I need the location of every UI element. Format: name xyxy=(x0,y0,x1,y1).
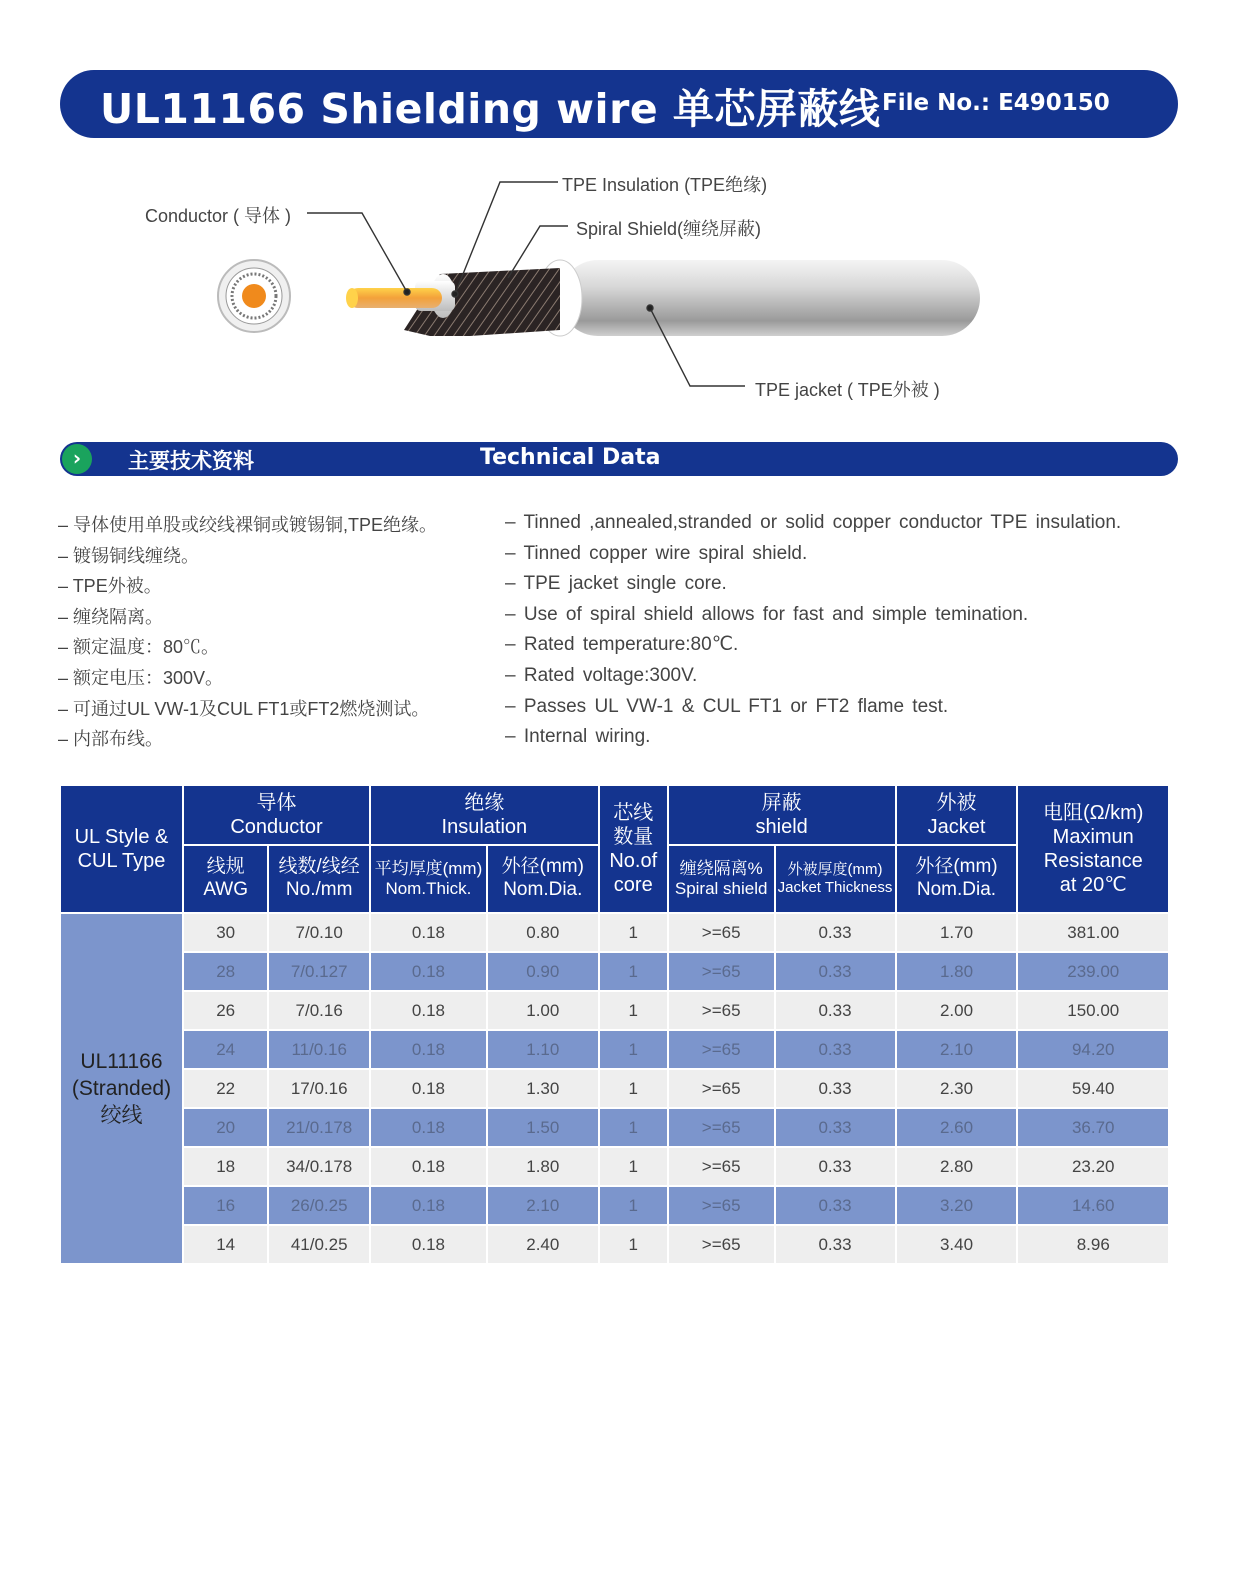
list-item: – TPE外被。 xyxy=(58,571,498,602)
list-item: – 内部布线。 xyxy=(58,724,498,755)
cell: 1 xyxy=(599,1186,668,1225)
header-strand: 线数/线经 No./mm xyxy=(268,845,370,913)
header-thick: 平均厚度(mm) Nom.Thick. xyxy=(370,845,487,913)
table-row xyxy=(60,991,1169,1030)
cell: 1 xyxy=(599,913,668,952)
cell: >=65 xyxy=(668,1225,775,1264)
cell: 1.50 xyxy=(487,1108,599,1147)
cell: 94.20 xyxy=(1017,1030,1169,1069)
list-item: – 缠绕隔离。 xyxy=(58,602,498,633)
table-row xyxy=(60,1147,1169,1186)
shield-label: Spiral Shield(缠绕屏蔽) xyxy=(576,219,762,239)
cell: 1 xyxy=(599,952,668,991)
cell: 0.18 xyxy=(370,1186,487,1225)
cell: 26/0.25 xyxy=(268,1186,370,1225)
header-style: UL Style & CUL Type xyxy=(60,785,183,913)
cell: 0.33 xyxy=(775,913,896,952)
header-spiral: 缠绕隔离% Spiral shield xyxy=(668,845,775,913)
page-title: UL11166 Shielding wire 单芯屏蔽线 xyxy=(100,85,881,133)
cell: 3.40 xyxy=(896,1225,1018,1264)
cell: 1 xyxy=(599,1225,668,1264)
cell: 2.10 xyxy=(487,1186,599,1225)
cell: 21/0.178 xyxy=(268,1108,370,1147)
cable-diagram xyxy=(0,160,1244,420)
cell: 0.18 xyxy=(370,913,487,952)
section-title-en: Technical Data xyxy=(480,445,661,470)
style-cell: UL11166 (Stranded) 绞线 xyxy=(60,913,183,1264)
list-item: – TPE jacket single core. xyxy=(505,569,1205,600)
cell: >=65 xyxy=(668,1108,775,1147)
tpe-jacket-icon xyxy=(538,260,980,336)
cell: 0.18 xyxy=(370,1108,487,1147)
cell: 7/0.16 xyxy=(268,991,370,1030)
cable-illustration xyxy=(0,160,1244,420)
file-number: File No.: E490150 xyxy=(882,90,1110,116)
cell: 59.40 xyxy=(1017,1069,1169,1108)
section-header xyxy=(60,442,1178,476)
list-item: – 可通过UL VW-1及CUL FT1或FT2燃烧测试。 xyxy=(58,694,498,725)
cell: 0.18 xyxy=(370,991,487,1030)
cell: 0.33 xyxy=(775,991,896,1030)
list-item: – Passes UL VW-1 & CUL FT1 or FT2 flame test. xyxy=(505,692,1205,723)
cell: 0.33 xyxy=(775,1030,896,1069)
cell: 1.70 xyxy=(896,913,1018,952)
cell: 2.40 xyxy=(487,1225,599,1264)
cell: 0.18 xyxy=(370,1030,487,1069)
cell: 1.30 xyxy=(487,1069,599,1108)
cell: 0.18 xyxy=(370,952,487,991)
list-item: – Tinned ,annealed,stranded or solid copper conductor TPE insulation. xyxy=(505,508,1205,539)
title-bar xyxy=(60,70,1178,138)
cell: 18 xyxy=(183,1147,268,1186)
cell: 1.10 xyxy=(487,1030,599,1069)
cell: 1 xyxy=(599,991,668,1030)
cell: 16 xyxy=(183,1186,268,1225)
header-insulation: 绝缘 Insulation xyxy=(370,785,599,845)
cell: 0.33 xyxy=(775,952,896,991)
header-core: 芯线 数量 No.of core xyxy=(599,785,668,913)
list-item: – 额定温度：80℃。 xyxy=(58,632,498,663)
cell: 2.00 xyxy=(896,991,1018,1030)
header-shield: 屏蔽 shield xyxy=(668,785,896,845)
cell: 0.33 xyxy=(775,1225,896,1264)
cell: 0.90 xyxy=(487,952,599,991)
table-row xyxy=(60,913,1169,952)
list-item: – Internal wiring. xyxy=(505,722,1205,753)
cell: >=65 xyxy=(668,991,775,1030)
conductor-label: Conductor ( 导体 ) xyxy=(145,206,292,226)
header-ins-dia: 外径(mm) Nom.Dia. xyxy=(487,845,599,913)
list-item: – Tinned copper wire spiral shield. xyxy=(505,539,1205,570)
header-jacket: 外被 Jacket xyxy=(896,785,1018,845)
cell: 1 xyxy=(599,1030,668,1069)
cell: 0.33 xyxy=(775,1147,896,1186)
cell: >=65 xyxy=(668,913,775,952)
cell: 20 xyxy=(183,1108,268,1147)
cell: 1.00 xyxy=(487,991,599,1030)
list-item: – 镀锡铜线缠绕。 xyxy=(58,541,498,572)
cell: 239.00 xyxy=(1017,952,1169,991)
cell: 0.18 xyxy=(370,1147,487,1186)
cell: 0.18 xyxy=(370,1225,487,1264)
list-item: – Use of spiral shield allows for fast and simple temination. xyxy=(505,600,1205,631)
cell: 8.96 xyxy=(1017,1225,1169,1264)
cell: 7/0.10 xyxy=(268,913,370,952)
cell: 0.33 xyxy=(775,1069,896,1108)
cell: 28 xyxy=(183,952,268,991)
cell: >=65 xyxy=(668,1147,775,1186)
cell: 2.60 xyxy=(896,1108,1018,1147)
cell: 11/0.16 xyxy=(268,1030,370,1069)
spec-table-body xyxy=(60,913,1169,1264)
cell: 0.33 xyxy=(775,1108,896,1147)
notes-en-list xyxy=(505,508,1205,753)
cell: 381.00 xyxy=(1017,913,1169,952)
table-row xyxy=(60,1225,1169,1264)
cell: 2.80 xyxy=(896,1147,1018,1186)
cell: >=65 xyxy=(668,1030,775,1069)
cross-section-icon xyxy=(218,260,290,332)
table-row xyxy=(60,952,1169,991)
cell: 0.80 xyxy=(487,913,599,952)
cell: 0.33 xyxy=(775,1186,896,1225)
cell: >=65 xyxy=(668,1186,775,1225)
table-row xyxy=(60,1108,1169,1147)
table-row xyxy=(60,1069,1169,1108)
cell: 23.20 xyxy=(1017,1147,1169,1186)
header-jacket-dia: 外径(mm) Nom.Dia. xyxy=(896,845,1018,913)
table-row xyxy=(60,1030,1169,1069)
notes-cn-list xyxy=(58,510,498,755)
table-row xyxy=(60,1186,1169,1225)
cell: 2.10 xyxy=(896,1030,1018,1069)
list-item: – Rated temperature:80℃. xyxy=(505,630,1205,661)
cell: >=65 xyxy=(668,952,775,991)
chevron-right-icon: › xyxy=(62,444,92,474)
cell: 14 xyxy=(183,1225,268,1264)
cell: 30 xyxy=(183,913,268,952)
cell: 2.30 xyxy=(896,1069,1018,1108)
cell: 1 xyxy=(599,1108,668,1147)
list-item: – Rated voltage:300V. xyxy=(505,661,1205,692)
section-title-cn: 主要技术资料 xyxy=(128,449,254,473)
cell: 34/0.178 xyxy=(268,1147,370,1186)
spec-table xyxy=(59,784,1170,1265)
header-jacket-thick: 外被厚度(mm) Jacket Thickness xyxy=(775,845,896,913)
cell: 14.60 xyxy=(1017,1186,1169,1225)
cell: 7/0.127 xyxy=(268,952,370,991)
cell: 1.80 xyxy=(896,952,1018,991)
cell: 24 xyxy=(183,1030,268,1069)
list-item: – 额定电压：300V。 xyxy=(58,663,498,694)
cell: 3.20 xyxy=(896,1186,1018,1225)
header-resistance: 电阻(Ω/km) Maximun Resistance at 20℃ xyxy=(1017,785,1169,913)
cell: 22 xyxy=(183,1069,268,1108)
cell: 1 xyxy=(599,1069,668,1108)
cell: 0.18 xyxy=(370,1069,487,1108)
insulation-label: TPE Insulation (TPE绝缘) xyxy=(562,175,768,195)
list-item: – 导体使用单股或绞线裸铜或镀锡铜,TPE绝缘。 xyxy=(58,510,498,541)
conductor-icon xyxy=(346,288,442,308)
cell: 150.00 xyxy=(1017,991,1169,1030)
cell: 41/0.25 xyxy=(268,1225,370,1264)
jacket-label: TPE jacket ( TPE外被 ) xyxy=(755,380,940,400)
header-conductor: 导体 Conductor xyxy=(183,785,370,845)
header-awg: 线规 AWG xyxy=(183,845,268,913)
cell: 17/0.16 xyxy=(268,1069,370,1108)
cell: 36.70 xyxy=(1017,1108,1169,1147)
cell: 1 xyxy=(599,1147,668,1186)
cell: 1.80 xyxy=(487,1147,599,1186)
cell: >=65 xyxy=(668,1069,775,1108)
cell: 26 xyxy=(183,991,268,1030)
